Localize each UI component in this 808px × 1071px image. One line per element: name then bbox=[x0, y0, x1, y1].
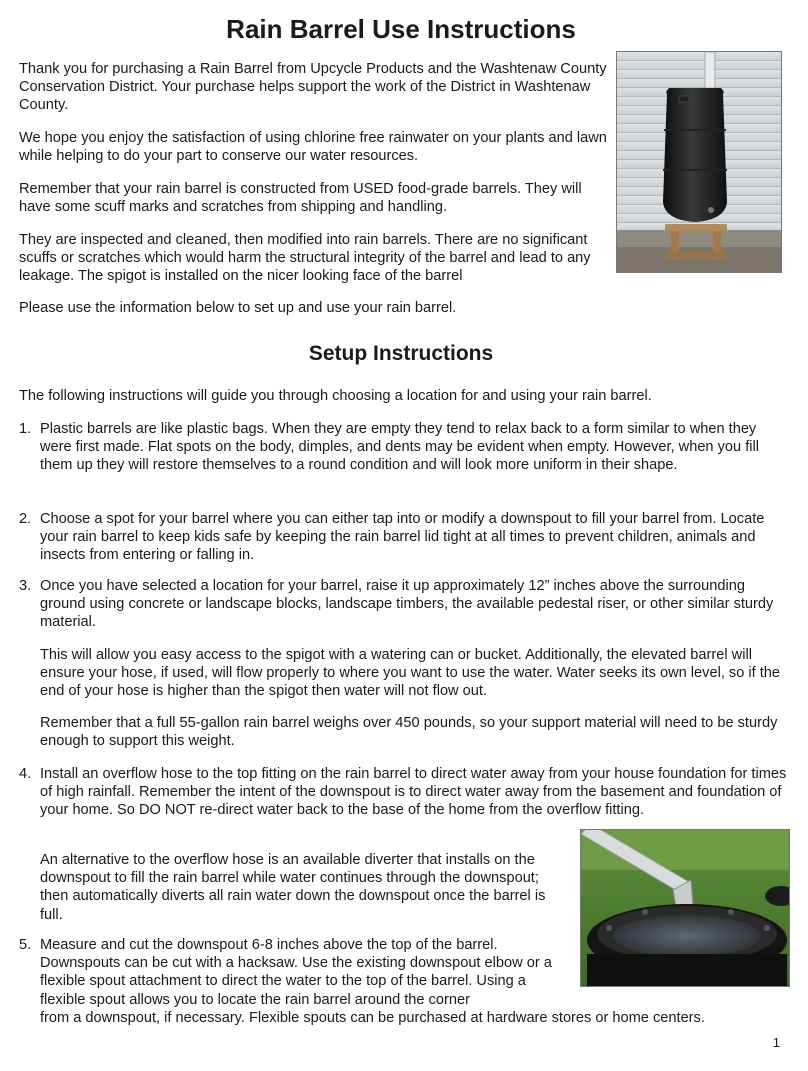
item-3-note-2: Remember that a full 55-gallon rain barrel weighs over 450 pounds, so your support material will need to be sturdy enough to support this weight. bbox=[40, 715, 778, 750]
page-number: 1 bbox=[772, 1035, 780, 1050]
intro-paragraph-2: We hope you enjoy the satisfaction of using chlorine free rainwater on your plants and lawn while helping to do your part to conserve our water resources. bbox=[19, 130, 607, 165]
intro-paragraph-5: Please use the information below to set up and use your rain barrel. bbox=[19, 300, 457, 316]
intro-paragraph-4: They are inspected and cleaned, then modified into rain barrels. There are no significant scuffs or scratches which would harm the structural integrity of the barrel and lead to any leakage. The spigot is installed on the nicer looking face of the barrel bbox=[19, 232, 591, 285]
list-item-5-continued: from a downspout, if necessary. Flexible spouts can be purchased at hardware stores or home centers. bbox=[40, 1009, 705, 1026]
rain-barrel-image bbox=[617, 52, 781, 272]
item-4-note: An alternative to the overflow hose is an available diverter that installs on the downspout to fill the rain barrel while water continues through the downspout; then automatically diverts all rain water down the downspout once the barrel is full. bbox=[40, 852, 546, 923]
setup-lead: The following instructions will guide you through choosing a location for and using your rain barrel. bbox=[19, 388, 652, 404]
list-item-5: 5. Measure and cut the downspout 6-8 inches above the top of the barrel. Downspouts can be cut with a hacksaw. Use the existing downspout elbow or a flexible spout attachment to direct the water to the top of the barrel. Using a flexible spout allows you to locate the rain barrel around the corner from a downspout, if necessary. Flexible spouts can be purchased at hardware stores or home centers. bbox=[19, 936, 789, 1027]
intro-paragraph-3: Remember that your rain barrel is constructed from USED food-grade barrels. They will have some scuff marks and scratches from shipping and handling. bbox=[19, 181, 582, 216]
list-item-1: 1. Plastic barrels are like plastic bags. When they are empty they tend to relax back to a form similar to when they were first made. Flat spots on the body, dimples, and dents may be evident when empty. However, when you fill them up they will restore themselves to a round condition and will look more uniform in their shape. bbox=[19, 421, 759, 474]
list-item-2: 2. Choose a spot for your barrel where you can either tap into or modify a downspout to fill your barrel from. Locate your rain barrel to keep kids safe by keeping the rain barrel lid tight at all times to prevent children, animals and insects from entering or falling in. bbox=[19, 511, 765, 564]
setup-heading: Setup Instructions bbox=[308, 342, 494, 365]
intro-paragraph-1: Thank you for purchasing a Rain Barrel from Upcycle Products and the Washtenaw County Conservation District. Your purchase helps support the work of the District in Washtenaw County. bbox=[19, 61, 607, 114]
list-item-3: 3. Once you have selected a location for your barrel, raise it up approximately 12” inches above the surrounding ground using concrete or landscape blocks, landscape timbers, the available pedestal riser, or other similar sturdy material. bbox=[19, 578, 774, 631]
rain-barrel-photo bbox=[616, 51, 782, 273]
page-title: Rain Barrel Use Instructions bbox=[226, 14, 576, 44]
list-item-4: 4. Install an overflow hose to the top fitting on the rain barrel to direct water away from your house foundation for times of high rainfall. Remember the intent of the downspout is to direct water away from the basement and foundation of your home. So DO NOT re-direct water back to the base of the home from the overflow fitting. bbox=[19, 766, 787, 819]
item-3-note-1: This will allow you easy access to the spigot with a watering can or bucket. Additionally, the elevated barrel will ensure your hose, if used, will flow properly to where you want to use the water. Water seeks its own level, so if the end of your hose is higher than the spigot then water will not flow out. bbox=[40, 647, 781, 700]
